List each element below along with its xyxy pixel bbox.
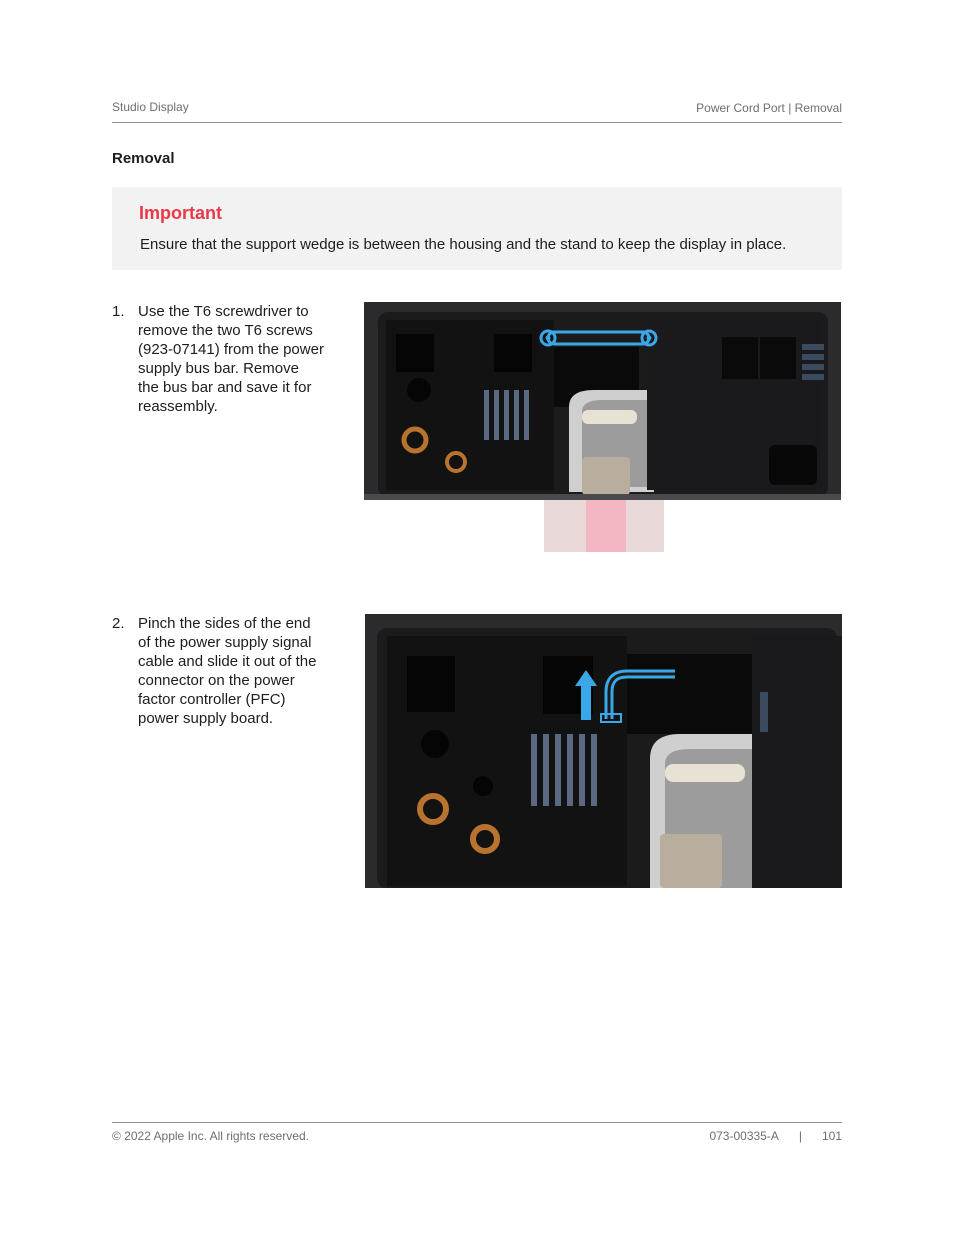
important-callout [112,187,842,270]
step-line: Use the T6 screwdriver to [138,303,309,320]
running-header-section: Power Cord Port | Removal [696,101,842,115]
step-number: 1. [112,303,125,320]
header-rule [112,122,842,123]
step-text [138,614,343,728]
step-line: cable and slide it out of the [138,653,317,670]
footer-doc-number: 073-00335-A [709,1129,779,1143]
footer-right [709,1129,842,1143]
step-line: supply bus bar. Remove [138,360,299,377]
step-line: remove the two T6 screws [138,322,313,339]
step-text [138,302,343,416]
callout-title: Important [139,203,222,223]
step-line: the bus bar and save it for [138,379,312,396]
footer-copyright: © 2022 Apple Inc. All rights reserved. [112,1129,309,1143]
callout-body: Ensure that the support wedge is between the housing and the stand to keep the display in place. [140,236,787,253]
step-1-photo [364,302,841,552]
step-number: 2. [112,615,125,632]
step-line: connector on the power [138,672,295,689]
section-title: Removal [112,150,175,167]
step-line: of the power supply signal [138,634,312,651]
step-line: reassembly. [138,398,218,415]
step-2-photo [365,614,842,888]
footer-separator: | [798,1129,802,1143]
footer-rule [112,1122,842,1123]
step-line: (923-07141) from the power [138,341,324,358]
footer-page-number: 101 [821,1129,842,1143]
step-line: factor controller (PFC) [138,691,286,708]
step-line: Pinch the sides of the end [138,615,311,632]
step-line: power supply board. [138,710,274,727]
running-header-title: Studio Display [112,100,189,114]
